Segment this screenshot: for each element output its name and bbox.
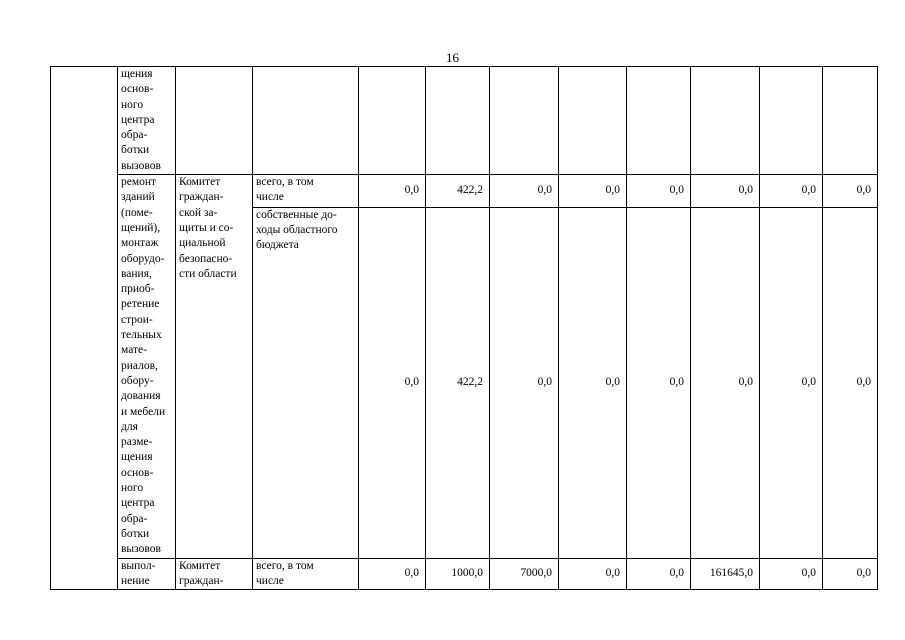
value-cell: 0,0 (627, 558, 691, 590)
table-row (51, 558, 878, 590)
value-cell: 0,0 (359, 558, 426, 590)
value-cell: 0,0 (559, 175, 627, 208)
activity-cell: ремонт зданий (поме- щений), монтаж оборудо- вания, приоб- ретение строи- тельных мате- риалов, обору- дования и мебели для разме- щения основ- ного центра обра- ботки вызовов (118, 175, 176, 558)
empty-left-cell (51, 67, 118, 590)
value-cell: 0,0 (359, 207, 426, 558)
source-cell: всего, в том числе (253, 175, 359, 208)
executor-cell: Комитет граждан- (176, 558, 253, 590)
value-cell (559, 67, 627, 175)
value-cell: 0,0 (823, 207, 878, 558)
value-cell (490, 67, 559, 175)
value-cell: 0,0 (559, 558, 627, 590)
activity-cell: выпол- нение (118, 558, 176, 590)
value-cell: 422,2 (426, 207, 490, 558)
value-cell: 161645,0 (691, 558, 760, 590)
executor-cell (176, 67, 253, 175)
value-cell: 422,2 (426, 175, 490, 208)
table-row (51, 67, 878, 175)
value-cell: 1000,0 (426, 558, 490, 590)
source-cell (253, 67, 359, 175)
value-cell: 0,0 (490, 175, 559, 208)
page-number: 16 (446, 50, 459, 65)
value-cell: 0,0 (627, 207, 691, 558)
value-cell (760, 67, 823, 175)
value-cell (627, 67, 691, 175)
source-cell: всего, в том числе (253, 558, 359, 590)
value-cell (426, 67, 490, 175)
executor-cell: Комитет граждан- ской за- щиты и со- циальной безопасно- сти области (176, 175, 253, 558)
value-cell: 0,0 (559, 207, 627, 558)
value-cell: 0,0 (627, 175, 691, 208)
value-cell: 0,0 (760, 175, 823, 208)
value-cell: 0,0 (760, 558, 823, 590)
budget-table (50, 66, 878, 590)
source-cell: собственные до- ходы областного бюджета (253, 207, 359, 558)
activity-cell: щения основ- ного центра обра- ботки вызовов (118, 67, 176, 175)
value-cell: 0,0 (490, 207, 559, 558)
table-row (51, 175, 878, 208)
value-cell: 0,0 (691, 175, 760, 208)
value-cell: 0,0 (760, 207, 823, 558)
value-cell (691, 67, 760, 175)
value-cell (359, 67, 426, 175)
value-cell (823, 67, 878, 175)
value-cell: 0,0 (359, 175, 426, 208)
value-cell: 7000,0 (490, 558, 559, 590)
value-cell: 0,0 (823, 175, 878, 208)
value-cell: 0,0 (691, 207, 760, 558)
value-cell: 0,0 (823, 558, 878, 590)
